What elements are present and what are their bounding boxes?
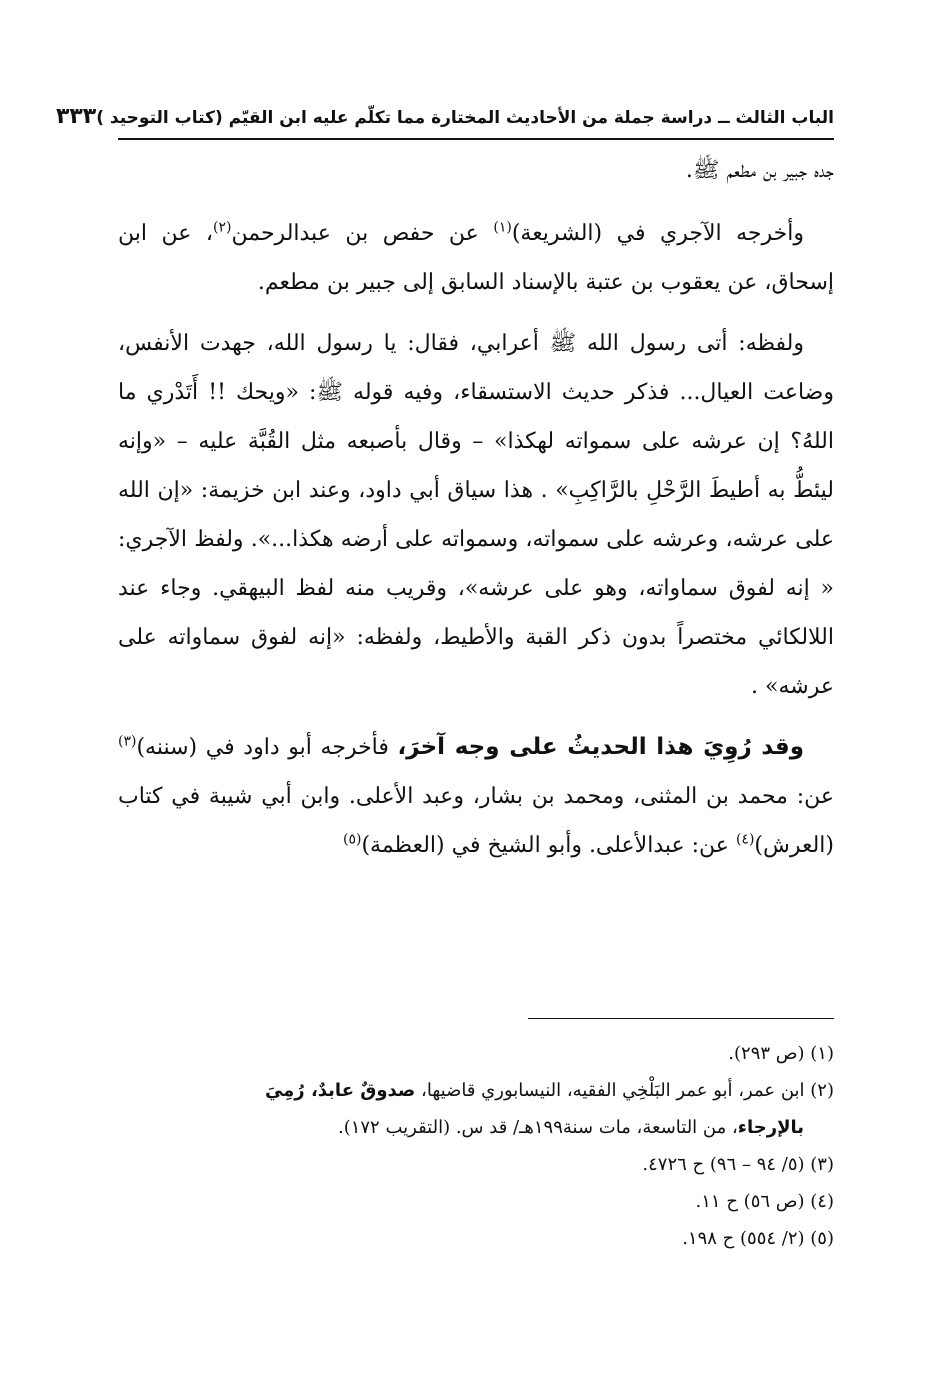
paragraph-text: فأخرجه أبو داود في (سننه) — [136, 735, 398, 760]
footnote-2 — [118, 1072, 834, 1146]
paragraph-wording: ولفظه: أتى رسول الله ﷺ أعرابي، فقال: يا رسول الله، جهدت الأنفس، وضاعت العيال... فذكر حديث الاستسقاء، وفيه قوله ﷺ: «ويحك !! أَتَدْري ما اللهُ؟ إن عرشه على سمواته لهكذا» – وقال بأصبعه مثل القُبَّة عليه – «وإنه ليئطُّ به أطيطَ الرَّحْلِ بالرَّاكِبِ» . هذا سياق أبي داود، وعند ابن خزيمة: «إن الله على عرشه، وعرشه على سمواته، وسمواته على أرضه هكذا...». ولفظ الآجري: « إنه لفوق سماواته، وهو على عرشه»، وقريب منه لفظ البيهقي. وجاء عند اللالكائي مختصراً بدون ذكر القبة والأطيط، ولفظه: «إنه لفوق سماواته على عرشه» . — [118, 331, 834, 699]
paragraph-continuation: جده جبير بن مطعم ﷺ. — [685, 158, 834, 183]
footnote-separator — [528, 1018, 834, 1019]
paragraph-other-route — [118, 723, 834, 870]
footnote-3: (٣) (٥/ ٩٤ – ٩٦) ح ٤٧٢٦. — [642, 1154, 834, 1175]
main-text — [118, 146, 834, 870]
paragraph-text: وأخرجه الآجري في (الشريعة) — [511, 221, 804, 246]
paragraph-text: ، عن ابن إسحاق، عن يعقوب بن عتبة بالإسناد السابق إلى جبير بن مطعم. — [118, 221, 834, 295]
footnote-text: (٢) ابن عمر، أبو عمر البَلْخِي الفقيه، النيسابوري قاضيها، — [415, 1080, 834, 1101]
footnote-bold-irja: بالإرجاء — [737, 1117, 804, 1138]
paragraph-text: عن حفص بن عبدالرحمن — [231, 221, 494, 246]
paragraph-text: عن: محمد بن المثنى، ومحمد بن بشار، وعبد الأعلى. وابن أبي شيبة في كتاب (العرش) — [118, 784, 834, 858]
running-header — [55, 100, 834, 140]
footnotes — [118, 1035, 834, 1257]
footnote-bold-grading: صدوقٌ عابدٌ، رُمِيَ — [264, 1080, 416, 1101]
footnote-text: ، من التاسعة، مات سنة١٩٩هـ/ قد س. (التقريب ١٧٢). — [337, 1117, 738, 1138]
bold-lead-phrase: وقد رُوِيَ هذا الحديثُ على وجه آخرَ، — [397, 734, 804, 760]
book-page — [55, 100, 834, 1320]
footnote-1: (١) (ص ٢٩٣). — [728, 1043, 834, 1064]
footnote-4: (٤) (ص ٥٦) ح ١١. — [695, 1191, 834, 1212]
footnote-5: (٥) (٢/ ٥٥٤) ح ١٩٨. — [682, 1228, 834, 1249]
page-number: ٣٣٣ — [55, 104, 97, 129]
chapter-title: الباب الثالث ــ دراسة جملة من الأحاديث المختارة مما تكلّم عليه ابن القيّم (كتاب التوحيد ) — [96, 108, 834, 128]
footnote-ref-5[interactable]: (٥) — [342, 831, 362, 848]
paragraph-text: عن: عبدالأعلى. وأبو الشيخ في (العظمة) — [361, 833, 736, 858]
footnote-ref-1[interactable]: (١) — [493, 219, 512, 236]
footnote-ref-2[interactable]: (٢) — [213, 219, 232, 236]
footnote-ref-4[interactable]: (٤) — [735, 831, 755, 848]
paragraph-ajurri — [118, 209, 834, 307]
footnote-ref-3[interactable]: (٣) — [118, 733, 137, 750]
